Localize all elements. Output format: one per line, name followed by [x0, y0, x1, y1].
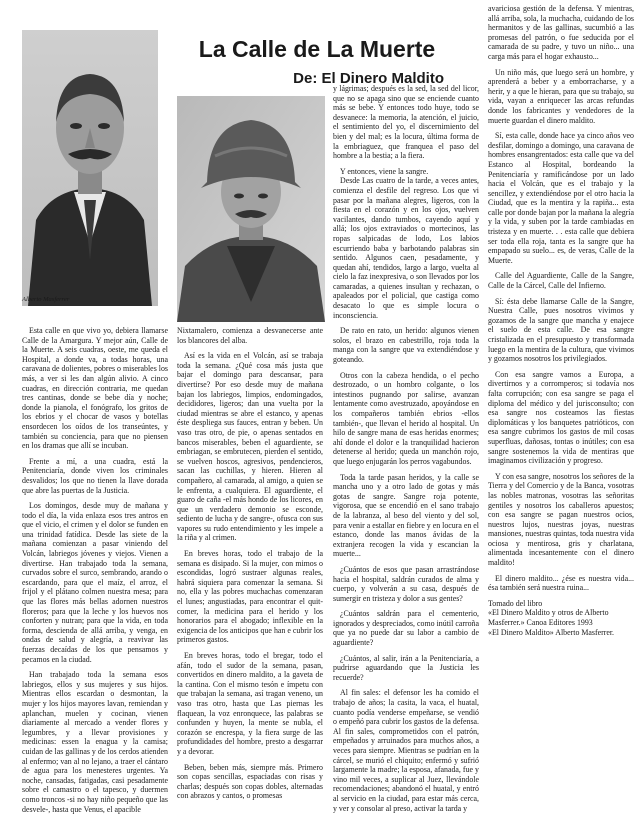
paragraph: ¿Cuántos de esos que pasan arrastrándose hacia el hospital, saldrán curados de alma y cuerpo, y volverán a su casa, después de sumergir en tristeza y dolor a sus gentes?	[333, 564, 479, 603]
paragraph: Sí: ésta debe llamarse Calle de la Sangre, Nuestra Calle, pues nosotros vivimos y gozamos de la sangre que mancha y enajece el suelo de esta calle. De esa sangre cristalizada en el presupuesto y transformada luego en la mentira de la cultura, que vivimos y gozamos nosotros los privilegiados.	[488, 296, 634, 364]
paragraph: y lágrimas; después es la sed, la sed del licor, que no se apaga sino que se enciende cuanto más se bebe. Y entonces todo huye, todo se desvanece: la memoria, la atención, el juicio, el sentimiento del yo, el discernimiento del bien y del mal; es la locura, última forma de la embriaguez, que franquea el paso del hombre a la bestia; a la fiera.	[333, 84, 479, 161]
paragraph: Calle del Aguardiente, Calle de la Sangre, Calle de la Cárcel, Calle del Infierno.	[488, 271, 634, 291]
paragraph: avariciosa gestión de la defensa. Y mientras, allá arriba, sola, la muchacha, cuidando de los hermanitos y de las gallinas, sucumbió a las promesas del patrón, o fue seducida por el camarada de su padre, y tuvo un niño... una carga más para el hogar exhausto...	[488, 4, 634, 61]
paragraph: Los domingos, desde muy de mañana y todo el día, la vida enlaza esos tres antros en que el vicio, el crimen y el dolor se funden en una trinidad fatídica. Desde las siete de la mañana comienzan a pasar viniendo del Volcán, labriegos jóvenes y viejos. Vienen a divertirse. Han trabajado toda la semana, curvados sobre el surco, sembrando, arando o escardando, para que el maíz, el arroz, el frijol y el plátano colmen nuestra mesa; para que las flores más bellas adornen nuestros floreros; para que la leche y los huevos nos conforten y nutran; para que la vida, en toda forma, descienda de allá arriba, y venga, en ondas de salud y alegría, a reavivar las fuerzas decaídas de los que pensamos y pecamos en la ciudad.	[22, 501, 168, 664]
paragraph: Nixtamalero, comienza a desvanecerse ante los blancores del alba.	[177, 326, 323, 345]
paragraph: Al fin sales: el defensor les ha comido el trabajo de años; la casita, la vaca, el huatal, cuanto podía venderse empeñarse, se vendió o empeñó para cubrir los gastos de la defensa. Al fin sales, comprometidos con el patrón, empeñados y arruinados para muchos años, a veces para siempre. Mientras se pudrían en la cárcel, se murió el chiquito; enfermó y sufrió largamente la madre; la esposa, afanada, fue y vino mil veces, a suplicar al Juez, llevándole recomendaciones; abandonó el huatal, y entró al servicio en la ciudad, para estar más cerca, y ver y consolar al preso, activar la tarda y	[333, 688, 479, 813]
paragraph: Con esa sangre vamos a Europa, a divertirnos y a corromperos; si todavía nos falta corrupción; con esa sangre se paga el diploma del médico y del jurisconsulto; con esa sangre nos costeamos las fiestas diplomáticas y los banquetes patrióticos, con esa sangre cubrimos los gastos de mil cosas superfluas, dañosas, tontas o inútiles; con esa sangre sostenemos la vida de mentiras que imaginamos civilización y progreso.	[488, 369, 634, 466]
paragraph: ¿Cuántos saldrán para el cementerio, ignorados y despreciados, como inútil carroña que ya no puede dar su labor a cambio de aguardiente?	[333, 609, 479, 648]
portrait-alberto-masferrer	[22, 30, 158, 306]
paragraph: En breves horas, todo el bregar, todo el afán, todo el sudor de la semana, pasan, convertidos en dinero maldito, a la gaveta de la cantina. Con el mismo tesón e ímpetu con que trabajan la semana, así tragan veneno, un vaso tras otro, hasta que Las piernas les flaquean, la voz enronquece, las palabras se confunden y huyen, la mente se nubla, el corazón se encrespa, y la fiera surge de las profundidades del hombre, presto a desgarrar y a devorar.	[177, 651, 323, 756]
paragraph: Y entonces, viene la sangre.	[340, 166, 429, 176]
article-subtitle: De: El Dinero Maldito	[293, 70, 444, 87]
paragraph: Un niño más, que luego será un hombre, y aprenderá a beber y a emborracharse, y a herir, y a que le hieran, para que su trabajo, su vida, vayan a enriquecer las arcas refundas donde los fabricantes y vendedores de la muerte guardan el dinero maldito.	[488, 67, 634, 125]
paragraph: Otros con la cabeza hendida, o el pecho destrozado, o un hombro colgante, o los intestinos pugnando por salirse, avanzan lentamente como avestruzado, apoyándose en los compañeros también ebrios -ellos también-, que llevan el herido al hospital. Un hilo de sangre mana de esas heridas enormes; ahí donde el dolor e la tranquilidad hacieron detenerse al herido; queda un manchón rojo, que luego enjugarán los perros vagabundos.	[333, 370, 479, 466]
paragraph: Desde Las cuatro de la tarde, a veces antes, comienza el desfile del regreso. Los que vi pasar por la mañana alegres, ligeros, con la fiesta en el corazón y en los ojos, vuelven vacilantes, dando tumbos, cayendo aquí y allá; los ojos extraviados o mortecinos, las ropas salpicadas de lodo, Los labios escurriendo baba y barbotando palabras sin sentido. Algunos caen, pesadamente, y quedan ahí, tendidos, largo a largo, vuelta al cielo la faz inexpresiva, o son llevados por los camaradas, a quienes insultan y rechazan, o apaleados por el policial, que castiga como desacato lo que es simple locura o inconsciencia.	[333, 176, 479, 320]
article-column-1	[22, 326, 168, 814]
credit-line: Masferrer.» Canoa Editores 1993	[488, 618, 593, 628]
credit-line: Tomado del libro	[488, 598, 543, 608]
photo-soldier-in-helmet	[177, 96, 325, 322]
paragraph: Así es la vida en el Volcán, así se trabaja toda la semana. ¿Qué cosa más justa que bajar el domingo para descansar, para divertirse? Por eso desde muy de mañana bajan los labriegos, limpios, endomingados, decididores, ligeros; dan una vuelta por la ciudad mientras se abre el estanco, y apenas éste despliega sus fauces, entran y beben. Un vaso tras otro, de pie, o apenas sentados en bancos miserables, beben el aguardiente, se embriagan, se embrutecen, pierden el sentido, se vuelven hoscos, agresivos, pendencieros, sacan las cuchillas, y hieren. Hieren al compañero, al camarada, al amigo, a quien se le enfrenta, a cualquiera. El aguardiente, el guaro de caña -el más hondo de los licores, en que un verdadero demonio se esconde, sediento de lucha y de sangre-, ofusca con sus vapores su rudo entendimiento y les impele a la riña y al crimen.	[177, 351, 323, 543]
paragraph: Sí, esta calle, donde hace ya cinco años veo desfilar, domingo a domingo, una caravana de hombres ensangrentados: esta calle que va del Estanco al Hospital, bordeando la Penitenciaría y ramificándose por un lado hacia el Volcán, que es el trabajo y la sencillez, y extendiéndose por el otro hacia la Ciudad, que es la mentira y la rapiña... esta calle por donde bajan por la mañana la alegría y la vida, y suben por la tarde cambiadas en tristeza y en muerte. . . esta calle que debiera ser toda ella roja, tanta es la sangre que ha empapado su suelo... es, de veras, Calle de la Muerte.	[488, 131, 634, 265]
photo-caption: Alberto Masferrer	[22, 296, 70, 303]
paragraph: De rato en rato, un herido: algunos vienen solos, el brazo en cabestrillo, roja toda la manga con la sangre que va extendiéndose y goteando.	[333, 326, 479, 365]
credit-line: «El Dinero Maldito» Alberto Masferrer.	[488, 627, 614, 637]
paragraph: Toda la tarde pasan heridos, y la calle se mancha uno y a otro lado de gotas y más gotas de sangre. Sangre roja potente, vigorosa, que se encendió en el sano trabajo de la labranza, al beso del viento y del sol, para venir a estallar en fiebre y en locura en el estanco, donde las manos ávidas de la extranjera recogen la vida y escancian la muerte...	[333, 472, 479, 559]
article-column-4	[488, 4, 634, 806]
article-column-3	[333, 84, 479, 813]
paragraph: En breves horas, todo el trabajo de la semana es disipado. Si la mujer, con mimos o escondidas, logró sustraer algunas reales, habrá siquiera para comenzar la semana. Si no, ella y las pobres muchachas comenzaran el lunes; angustiadas, para encontrar el quit-comer, la medicina para el herido y los honorarios para el abogado; inflexible en la exigencia de los anticipos que han e cubrir los primeros gastos.	[177, 549, 323, 645]
article-column-2	[177, 326, 323, 806]
paragraph: El dinero maldito... ¿ése es nuestra vida... ésa también será nuestra ruina...	[488, 573, 634, 593]
paragraph: Beben, beben más, siempre más. Primero son copas sencillas, espaciadas con risas y charlas; después son copas dobles, alternadas con abrazos y cantos, o promesas	[177, 762, 323, 801]
paragraph: Y con esa sangre, nosotros los señores de la Tierra y del Comercio y de la Banca, vosotras las nobles matronas, vosotras las señoritas gentiles y nosotros los caballeros apuestos; con esa sangre se pagan nuestros ocios, nuestros lujos, nuestras joyas, nuestras mansiones, nuestras quintas, toda nuestra vida ociosa y mentirosa, gris y charlatana, alimentada incesantemente con el dinero maldito!	[488, 471, 634, 568]
source-credit	[488, 599, 634, 637]
paragraph: Frente a mí, a una cuadra, está la Penitenciaría, donde viven los criminales desvalidos; los que no tienen la llave dorada que abre las puertas de la Justicia.	[22, 456, 168, 495]
paragraph: ¿Cuántos, al salir, irán a la Penitenciaría, a pudrirse aguardando que la Justicia les recuerde?	[333, 653, 479, 682]
credit-line: «El Dinero Maldito y otros de Alberto	[488, 608, 609, 618]
paragraph: Han trabajado toda la semana esos labriegos, ellos y sus mujeres y sus hijos. Mientras ellos escardan o desmontan, la mujer y los hijos mayores lavan, remiendan y aplanchan, muelen y cocinan, vienen diariamente al mercado a vender flores y legumbres, y a llevar provisiones y medicinas: essen la enagua y la camisa; cuidan de las gallinas y de los cerdos atienden al enfermo; van al no lejano, a traer el cántaro de agua para los menesteres urgentes. Ya noche, cansadas, fatigadas, casi pesadamente sobre el camastro o el tapesco, y duermen como troncos -si no hay niño pequeño que las desvele-, hasta que Venus, el apacible	[22, 670, 168, 814]
article-title: La Calle de La Muerte	[198, 36, 436, 62]
paragraph: Esta calle en que vivo yo, debiera llamarse Calle de la Amargura. Y mejor aún, Calle de la Muerte. A seis cuadras, oeste, me queda el Hospital, a donde va, a todas horas, una caravana de dolientes, pobres o miserables los más, a ver si les dan algún alivio. A cinco cuadras, en dirección contraria, me quedan tres cantinas, donde se bebe día y noche; donde la pianola, el fonógrafo, los gritos de los ebrios y el chocar de vasos y botellas ensordecen los oídos de los transeúntes, y también su conciencia, para que no piensen en los dramas que allí se incuban.	[22, 326, 168, 451]
